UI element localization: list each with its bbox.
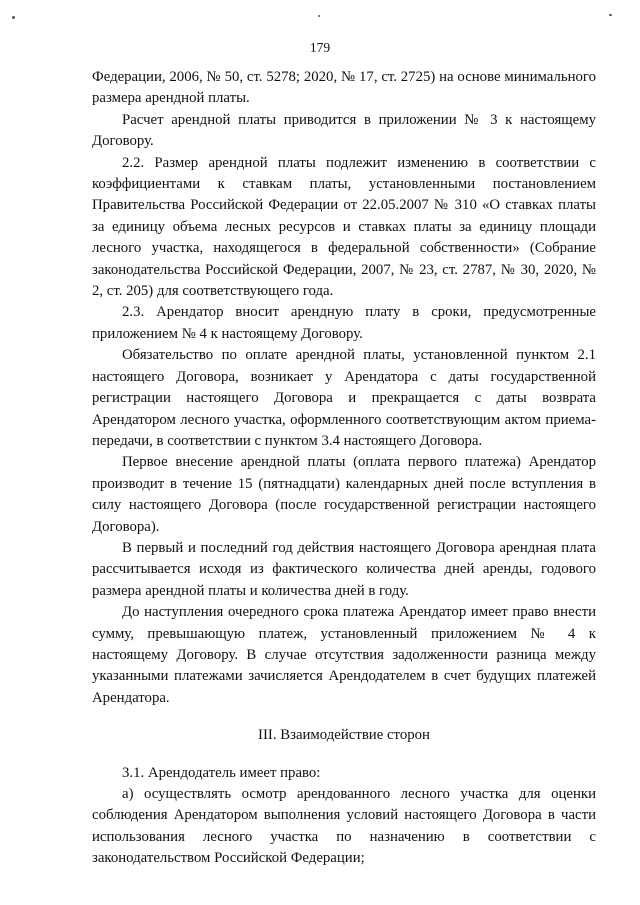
paragraph: До наступления очередного срока платежа Арендатор имеет право внести сумму, превышающую платеж, установленный приложением № 4 к настоящему Договору. В случае отсутствия задолженности разница между указанными платежами зачисляется Арендодателем в счет будущих платежей Арендатора.: [92, 604, 596, 706]
paragraph-item-a: а) осуществлять осмотр арендованного лесного участка для оценки соблюдения Арендатором выполнения условий настоящего Договора в части использования лесного участка по назначению в соответствии с законодательством Российской Федерации;: [92, 786, 596, 867]
paragraph-continuation: Федерации, 2006, № 50, ст. 5278; 2020, № 17, ст. 2725) на основе минимального размера арендной платы.: [92, 69, 596, 107]
paragraph: Первое внесение арендной платы (оплата первого платежа) Арендатор производит в течение 15 (пятнадцати) календарных дней после вступления в силу настоящего Договора (после государственной регистрации настоящего Договора).: [92, 454, 596, 535]
section-heading: III. Взаимодействие сторон: [258, 727, 430, 744]
scan-speck: [12, 16, 15, 19]
page-number: 179: [309, 40, 331, 55]
paragraph-2-2: 2.2. Размер арендной платы подлежит изменению в соответствии с коэффициентами к ставкам платы, установленными постановлением Правительства Российской Федерации от 22.05.2007 № 310 «О ставках платы за единицу объема лесных ресурсов и ставках платы за единицу площади лесного участка, находящегося в федеральной собственности» (Собрание законодательства Российской Федерации, 2007, № 23, ст. 2787, № 30, 2020, № 2, ст. 205) для соответствующего года.: [92, 154, 596, 300]
paragraph: Расчет арендной платы приводится в приложении № 3 к настоящему Договору.: [92, 111, 596, 150]
paragraph: Обязательство по оплате арендной платы, установленной пунктом 2.1 настоящего Договора, возникает у Арендатора с даты государственной регистрации настоящего Договора и прекращается с даты возврата Арендатором лесного участка, оформленного соответствующим актом приема-передачи, в соответствии с пунктом 3.4 настоящего Договора.: [92, 347, 596, 449]
scan-speck: [318, 15, 320, 17]
paragraph-2-3: 2.3. Арендатор вносит арендную плату в сроки, предусмотренные приложением № 4 к настоящему Договору.: [92, 304, 596, 342]
scan-speck: [609, 14, 612, 16]
document-body: [92, 67, 596, 870]
paragraph-3-1: 3.1. Арендодатель имеет право:: [122, 764, 321, 781]
paragraph: В первый и последний год действия настоящего Договора арендная плата рассчитывается исходя из фактического количества дней аренды, годового размера арендной платы и количества дней в году.: [92, 539, 596, 599]
